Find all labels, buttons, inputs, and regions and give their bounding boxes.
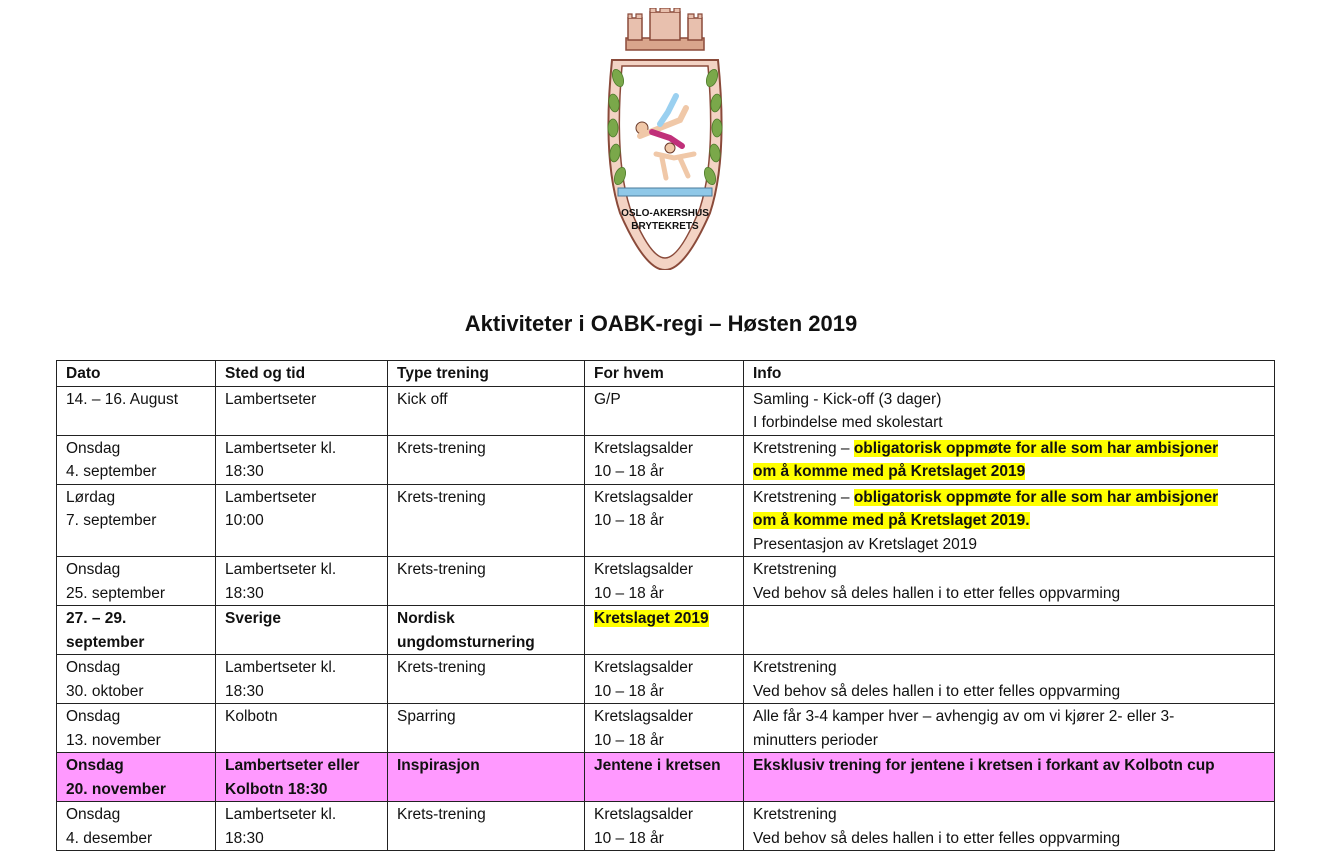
table-row [57, 484, 1275, 557]
cell-info: Eksklusiv trening for jentene i kretsen i forkant av Kolbotn cup [744, 753, 1275, 802]
highlighted-text: obligatorisk oppmøte for alle som har ambisjoner [853, 488, 1219, 506]
header-sted: Sted og tid [216, 361, 388, 387]
cell-type: Nordisk ungdomsturnering [388, 606, 585, 655]
table-row [57, 704, 1275, 753]
cell-hvem [585, 606, 744, 655]
schedule-table [56, 360, 1275, 851]
cell-info [744, 606, 1275, 655]
oabk-logo [590, 8, 740, 270]
cell-type: Krets-trening [388, 435, 585, 484]
cell-info: Kretstrening – obligatorisk oppmøte for alle som har ambisjoner om å komme med på Kretslaget 2019. Presentasjon av Kretslaget 2019 [744, 484, 1275, 557]
highlighted-text: om å komme med på Kretslaget 2019 [753, 463, 1026, 480]
cell-sted: Lambertseter kl. 18:30 [216, 802, 388, 851]
cell-hvem: Kretslagsalder 10 – 18 år [585, 704, 744, 753]
cell-info: Kretstrening Ved behov så deles hallen i to etter felles oppvarming [744, 802, 1275, 851]
cell-type: Krets-trening [388, 557, 585, 606]
table-row [57, 606, 1275, 655]
cell-info: Alle får 3-4 kamper hver – avhengig av om vi kjører 2- eller 3- minutters perioder [744, 704, 1275, 753]
cell-hvem: Kretslagsalder 10 – 18 år [585, 484, 744, 557]
cell-hvem: Kretslagsalder 10 – 18 år [585, 557, 744, 606]
crown-icon [626, 8, 704, 50]
cell-type: Kick off [388, 386, 585, 435]
page-title: Aktiviteter i OABK-regi – Høsten 2019 [464, 311, 858, 336]
highlighted-text: om å komme med på Kretslaget 2019. [753, 512, 1030, 529]
cell-type: Krets-trening [388, 484, 585, 557]
cell-sted: Sverige [216, 606, 388, 655]
table-row [57, 753, 1275, 802]
cell-sted: Lambertseter kl. 18:30 [216, 557, 388, 606]
table-row [57, 435, 1275, 484]
table-row [57, 802, 1275, 851]
cell-type: Krets-trening [388, 655, 585, 704]
cell-info: Kretstrening – obligatorisk oppmøte for alle som har ambisjoner om å komme med på Kretslaget 2019 [744, 435, 1275, 484]
cell-info: Kretstrening Ved behov så deles hallen i to etter felles oppvarming [744, 655, 1275, 704]
cell-hvem: Kretslagsalder 10 – 18 år [585, 435, 744, 484]
logo-text-line1: OSLO-AKERSHUS [621, 208, 709, 219]
cell-sted: Lambertseter 10:00 [216, 484, 388, 557]
cell-type: Krets-trening [388, 802, 585, 851]
header-info: Info [744, 361, 1275, 387]
cell-type: Sparring [388, 704, 585, 753]
cell-sted: Lambertseter [216, 386, 388, 435]
cell-dato: Onsdag 30. oktober [57, 655, 216, 704]
header-type: Type trening [388, 361, 585, 387]
cell-hvem: Kretslagsalder 10 – 18 år [585, 802, 744, 851]
cell-dato: 27. – 29. september [57, 606, 216, 655]
cell-info: Kretstrening Ved behov så deles hallen i to etter felles oppvarming [744, 557, 1275, 606]
cell-info: Samling - Kick-off (3 dager) I forbindelse med skolestart [744, 386, 1275, 435]
cell-hvem: G/P [585, 386, 744, 435]
cell-sted: Lambertseter kl. 18:30 [216, 435, 388, 484]
table-row [57, 386, 1275, 435]
logo-text-line2: BRYTEKRETS [631, 221, 699, 232]
cell-dato: Onsdag 4. september [57, 435, 216, 484]
table-row [57, 655, 1275, 704]
cell-dato: Lørdag 7. september [57, 484, 216, 557]
highlighted-text: Kretslaget 2019 [594, 610, 709, 627]
cell-dato: Onsdag 20. november [57, 753, 216, 802]
cell-dato: 14. – 16. August [57, 386, 216, 435]
cell-hvem: Kretslagsalder 10 – 18 år [585, 655, 744, 704]
cell-sted: Kolbotn [216, 704, 388, 753]
cell-dato: Onsdag 25. september [57, 557, 216, 606]
table-row [57, 557, 1275, 606]
header-dato: Dato [57, 361, 216, 387]
cell-sted: Lambertseter eller Kolbotn 18:30 [216, 753, 388, 802]
cell-type: Inspirasjon [388, 753, 585, 802]
cell-sted: Lambertseter kl. 18:30 [216, 655, 388, 704]
highlighted-text: obligatorisk oppmøte for alle som har ambisjoner [853, 439, 1219, 457]
cell-hvem: Jentene i kretsen [585, 753, 744, 802]
cell-dato: Onsdag 13. november [57, 704, 216, 753]
cell-dato: Onsdag 4. desember [57, 802, 216, 851]
table-header-row [57, 361, 1275, 387]
header-hvem: For hvem [585, 361, 744, 387]
